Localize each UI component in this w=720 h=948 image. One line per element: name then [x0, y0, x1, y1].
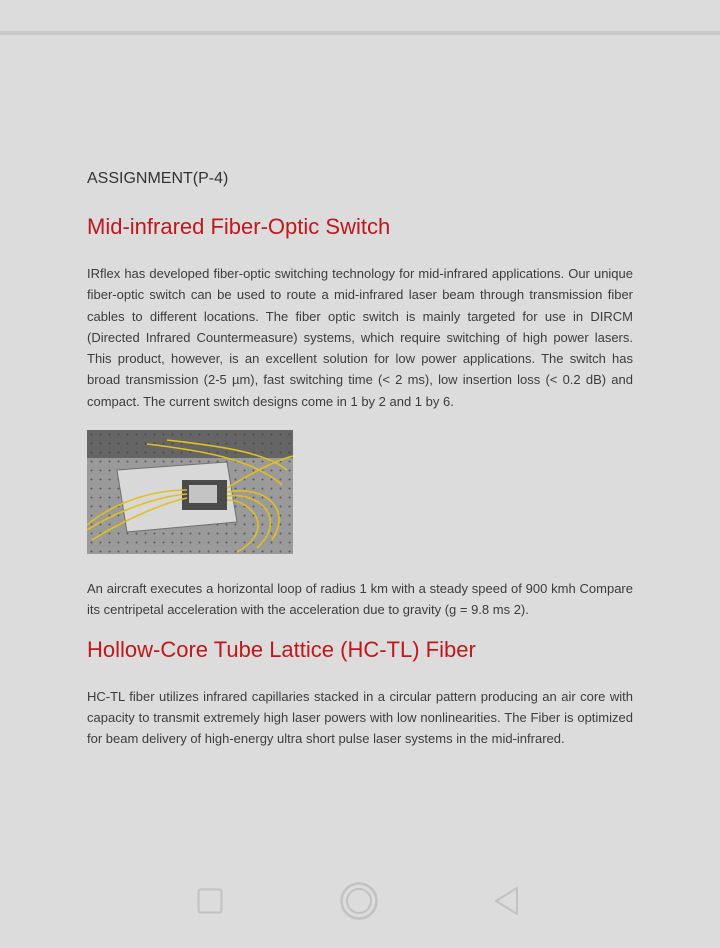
document-page — [87, 168, 633, 750]
top-divider — [0, 31, 720, 35]
circle-home-icon — [339, 881, 379, 921]
navigation-bar — [0, 880, 720, 922]
recent-apps-button[interactable] — [189, 880, 231, 922]
section-title-fiber-optic-switch: Mid-infrared Fiber-Optic Switch — [87, 214, 391, 239]
question-text: An aircraft executes a horizontal loop of radius 1 km with a steady speed of 900 kmh Compare its centripetal acceleration with the acceleration due to gravity (g = 9.8 ms 2). — [87, 581, 633, 618]
assignment-label: ASSIGNMENT(P-4) — [87, 170, 229, 187]
section-paragraph-hc-tl-fiber: HC-TL fiber utilizes infrared capillaries stacked in a circular pattern producing an air core with capacity to transmit extremely high laser powers with low nonlinearities. The Fiber is optimized for beam delivery of high-energy ultra short pulse laser systems in the mid-infrared. — [87, 688, 633, 747]
back-button[interactable] — [486, 880, 528, 922]
home-button[interactable] — [338, 880, 380, 922]
square-icon — [197, 888, 223, 914]
triangle-back-icon — [493, 886, 521, 916]
section-paragraph-fiber-optic-switch: IRflex has developed fiber-optic switching technology for mid-infrared applications. Our unique fiber-optic switch can be used to route a mid-infrared laser beam through transmission fiber cables to different locations. The fiber optic switch is mainly targeted for use in DIRCM (Directed Infrared Countermeasure) systems, which require switching of high power lasers. This product, however, is an excellent solution for low power applications. The switch has broad transmission (2-5 µm), fast switching time (< 2 ms), low insertion loss (< 0.2 dB) and compact. The current switch designs come in 1 by 2 and 1 by 6. — [87, 266, 633, 409]
fiber-switch-photo — [87, 430, 293, 554]
section-title-hc-tl-fiber: Hollow-Core Tube Lattice (HC-TL) Fiber — [87, 636, 476, 662]
fiber-switch-illustration — [87, 430, 293, 554]
